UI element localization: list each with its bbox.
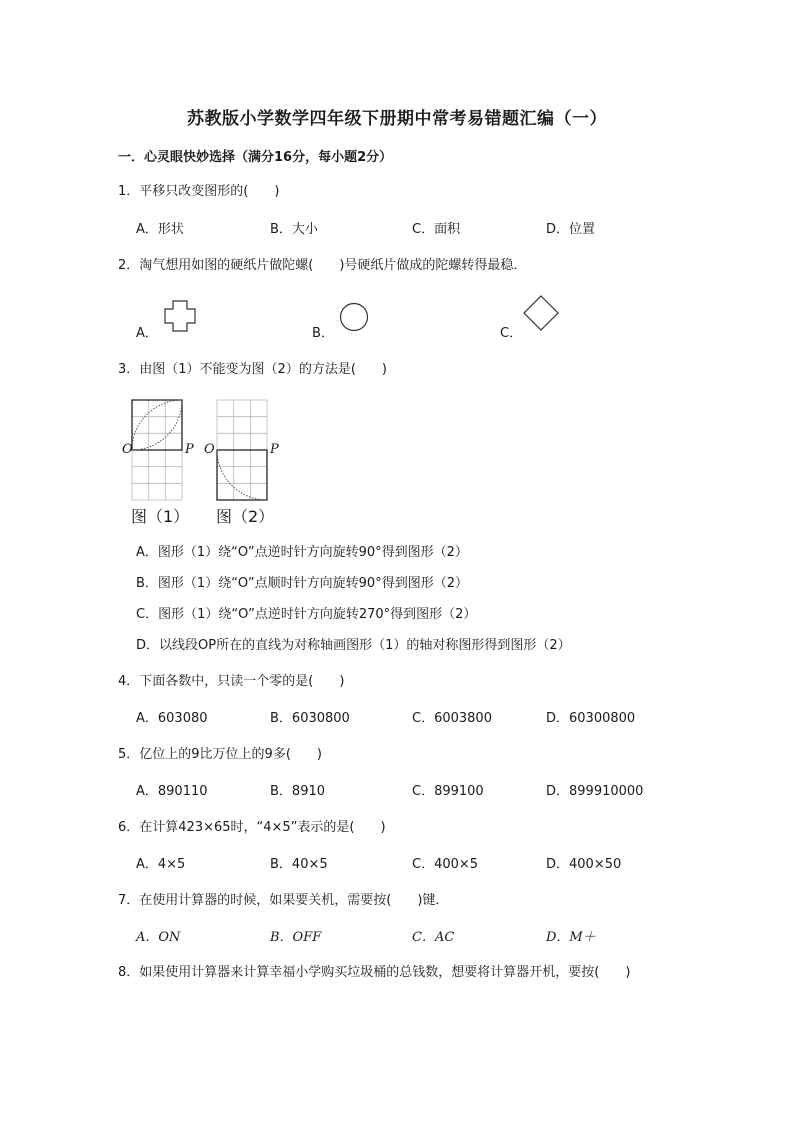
cross-shape-icon <box>164 300 196 332</box>
q7-option-b[interactable]: B．OFF <box>270 930 322 945</box>
q6-option-c[interactable]: C．400×5 <box>412 857 479 872</box>
question-4-stem: 4．下面各数中，只读一个零的是( ) <box>118 674 345 689</box>
question-1-options <box>136 218 676 238</box>
q2-option-a[interactable]: A． <box>136 326 158 341</box>
question-6-options <box>136 853 676 873</box>
fig2-point-o: O <box>204 442 215 457</box>
diamond-shape-icon <box>523 295 559 331</box>
q1-option-a[interactable]: A．形状 <box>136 222 184 237</box>
q7-option-c[interactable]: C．AC <box>412 930 455 945</box>
fig1-point-p: P <box>185 442 194 457</box>
q4-option-b[interactable]: B．6030800 <box>270 711 350 726</box>
page-title: 苏教版小学数学四年级下册期中常考易错题汇编（一） <box>187 109 607 129</box>
q7-option-a[interactable]: A．ON <box>136 930 181 945</box>
section-heading: 一．心灵眼快妙选择（满分16分，每小题2分） <box>118 150 393 165</box>
fig1-point-o: O <box>122 442 133 457</box>
figure-1-grid <box>128 396 188 502</box>
question-1-stem: 1．平移只改变图形的( ) <box>118 184 280 199</box>
figure-2-caption: 图（2） <box>216 507 275 526</box>
fig2-point-p: P <box>270 442 279 457</box>
q6-option-a[interactable]: A．4×5 <box>136 857 186 872</box>
q1-option-b[interactable]: B．大小 <box>270 222 318 237</box>
q5-option-a[interactable]: A．890110 <box>136 784 208 799</box>
q4-option-d[interactable]: D．60300800 <box>546 711 636 726</box>
q2-option-c[interactable]: C． <box>500 326 523 341</box>
q7-option-d[interactable]: D．M＋ <box>546 930 596 945</box>
question-8-stem: 8．如果使用计算器来计算幸福小学购买垃圾桶的总钱数，想要将计算器开机，要按( ) <box>118 965 631 980</box>
question-4-options <box>136 707 676 727</box>
question-2-stem: 2．淘气想用如图的硬纸片做陀螺( )号硬纸片做成的陀螺转得最稳． <box>118 258 527 273</box>
question-7-stem: 7．在使用计算器的时候，如果要关机，需要按( )键． <box>118 893 449 908</box>
question-7-options <box>136 926 676 946</box>
q1-option-c[interactable]: C．面积 <box>412 222 461 237</box>
q6-option-b[interactable]: B．40×5 <box>270 857 328 872</box>
q3-option-d[interactable]: D．以线段OP所在的直线为对称轴画图形（1）的轴对称图形得到图形（2） <box>136 638 571 653</box>
q5-option-c[interactable]: C．899100 <box>412 784 484 799</box>
q4-option-a[interactable]: A．603080 <box>136 711 208 726</box>
q3-option-c[interactable]: C．图形（1）绕“O”点逆时针方向旋转270°得到图形（2） <box>136 607 477 622</box>
figure-2-grid <box>213 396 273 502</box>
q3-option-a[interactable]: A．图形（1）绕“O”点逆时针方向旋转90°得到图形（2） <box>136 545 468 560</box>
figure-1-caption: 图（1） <box>131 507 190 526</box>
q4-option-c[interactable]: C．6003800 <box>412 711 492 726</box>
question-3-stem: 3．由图（1）不能变为图（2）的方法是( ) <box>118 362 387 377</box>
question-6-stem: 6．在计算423×65时，“4×5”表示的是( ) <box>118 820 386 835</box>
question-5-stem: 5．亿位上的9比万位上的9多( ) <box>118 747 322 762</box>
question-5-options <box>136 780 676 800</box>
q6-option-d[interactable]: D．400×50 <box>546 857 622 872</box>
q2-option-b[interactable]: B． <box>312 326 334 341</box>
circle-shape-icon <box>339 302 369 332</box>
q5-option-d[interactable]: D．899910000 <box>546 784 644 799</box>
q5-option-b[interactable]: B．8910 <box>270 784 326 799</box>
q3-option-b[interactable]: B．图形（1）绕“O”点顺时针方向旋转90°得到图形（2） <box>136 576 468 591</box>
q1-option-d[interactable]: D．位置 <box>546 222 596 237</box>
